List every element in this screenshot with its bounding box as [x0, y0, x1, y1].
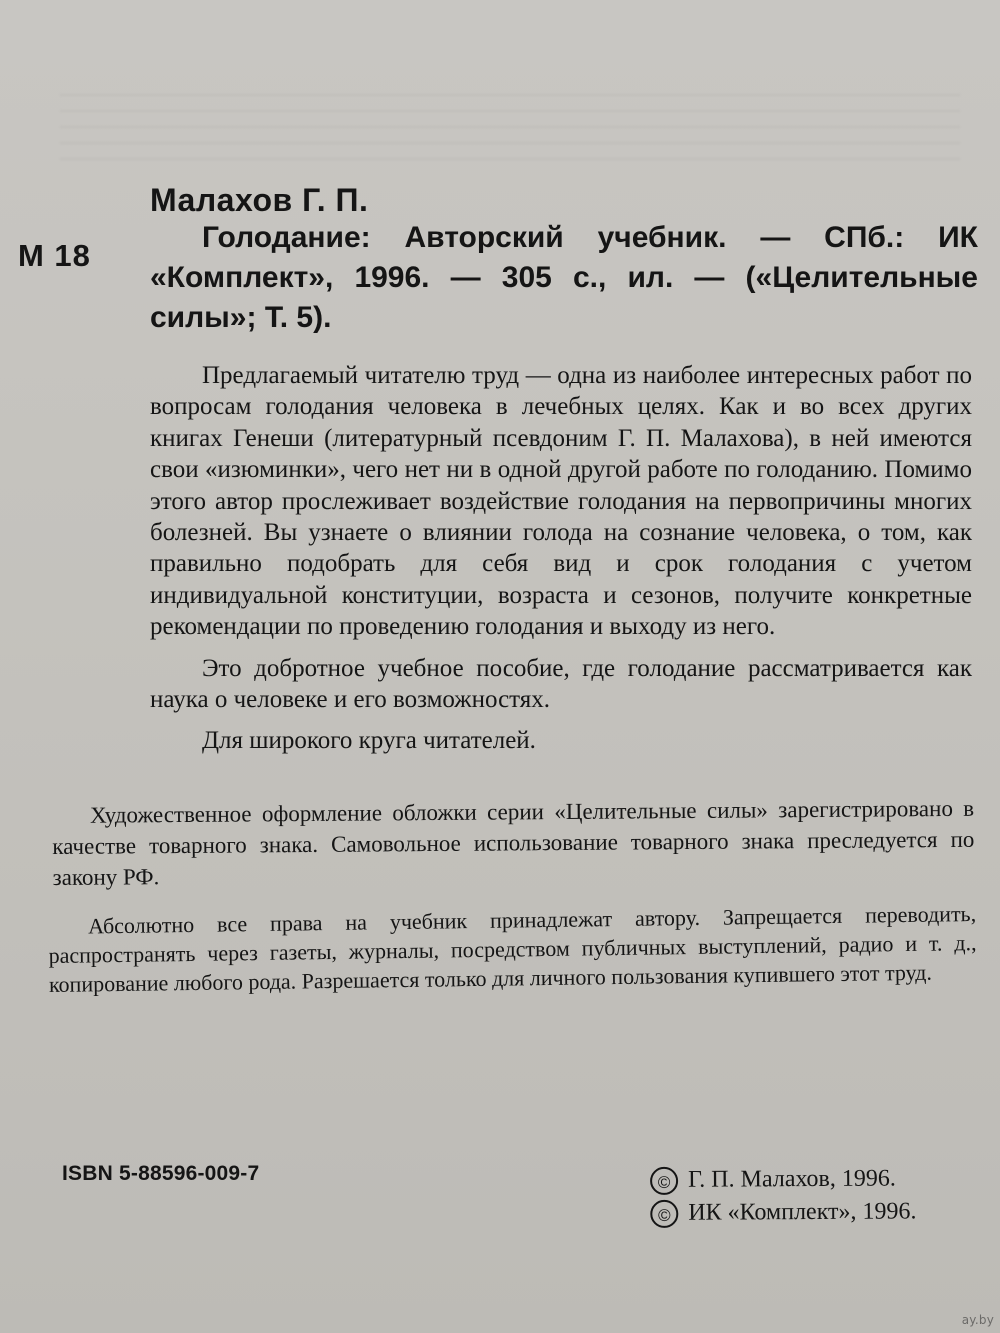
abstract-paragraph: Предлагаемый читателю труд — одна из наиболее интересных работ по вопросам голодания человека в лечебных целях. Как и во всех других книгах Генеши (литературный псевдоним Г. П. Малахова), в ней имеются свои «изюминки», чего нет ни в одной другой работе по голоданию. Помимо этого автор прослеживает воздействие голодания на первопричины многих болезней. Вы узнаете о влиянии голода на сознание человека, о том, как правильно подобрать для себя вид и срок голодания с учетом индивидуальной конституции, возраста и сезонов, получите конкретные рекомендации по проведению голодания и выходу из него. [150, 362, 972, 641]
show-through-text [60, 80, 960, 170]
rights-notice: Абсолютно все права на учебник принадлежат автору. Запрещается переводить, распространять через газеты, журналы, посредством публичных выступлений, радио и т. д., копирование любого рода. Разрешается только для личного пользования купившего этот труд. [48, 901, 977, 997]
abstract [150, 360, 972, 757]
catalog-class-code: М 18 [18, 238, 91, 273]
copyright-line [650, 1195, 916, 1230]
isbn: ISBN 5-88596-009-7 [62, 1162, 260, 1185]
bibliographic-record: Голодание: Авторский учебник. — СПб.: ИК «Комплект», 1996. — 305 с., ил. — («Целительные силы»; Т. 5). [150, 221, 978, 334]
abstract-paragraph: Это добротное учебное пособие, где голодание рассматривается как наука о человеке и его возможностях. [150, 654, 972, 714]
copyright-line [650, 1162, 916, 1197]
abstract-paragraph: Для широкого круга читателей. [202, 727, 536, 755]
copyright-holder: ИК «Комплект», 1996. [688, 1198, 917, 1226]
site-watermark: ay.by [961, 1313, 994, 1327]
copyright-block [650, 1162, 917, 1230]
copyright-holder: Г. П. Малахов, 1996. [688, 1165, 896, 1193]
copyright-icon: © [650, 1200, 678, 1228]
trademark-notice: Художественное оформление обложки серии «Целительные силы» зарегистрировано в качестве товарного знака. Самовольное использование товарного знака преследуется по закону РФ. [52, 795, 975, 890]
copyright-icon: © [650, 1167, 678, 1195]
author-name: Малахов Г. П. [150, 182, 369, 218]
